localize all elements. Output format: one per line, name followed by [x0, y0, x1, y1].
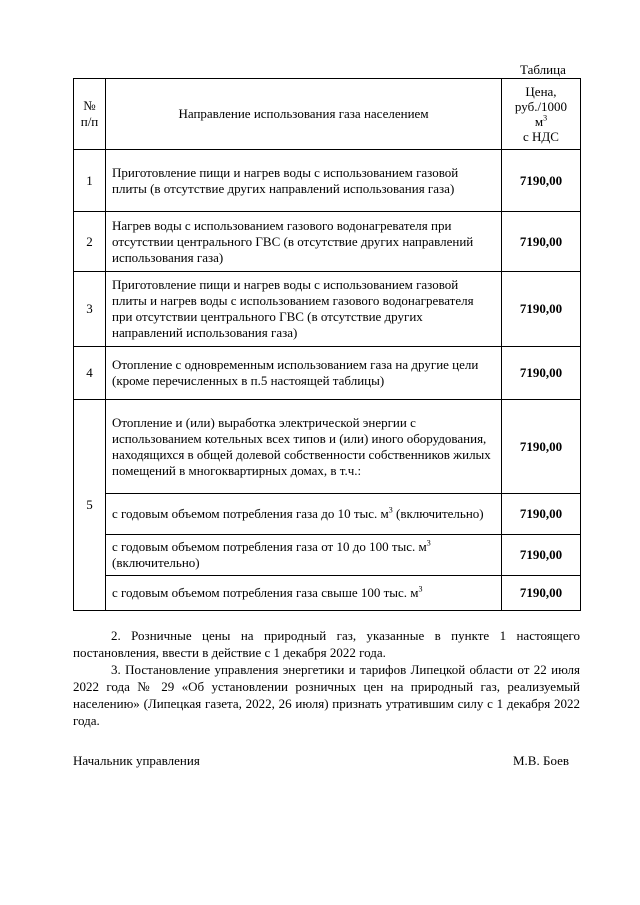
subrow-price: 7190,00 [502, 494, 581, 535]
subrow-desc [106, 494, 502, 535]
row-num: 1 [74, 150, 106, 212]
header-price-line2: руб./1000 [514, 99, 568, 114]
subrow-tail: (включительно) [112, 555, 200, 570]
row-num: 2 [74, 212, 106, 272]
row-num: 4 [74, 347, 106, 400]
subrow-text: с годовым объемом потребления газа свыше 100 тыс. м [112, 585, 419, 600]
table-subrow [74, 576, 581, 611]
subrow-desc [106, 535, 502, 576]
header-price-line1: Цена, [525, 84, 557, 99]
subrow-sup: 3 [388, 505, 393, 515]
row-desc: Отопление с одновременным использованием газа на другие цели (кроме перечисленных в п.5 настоящей таблицы) [106, 347, 502, 400]
row-desc: Нагрев воды с использованием газового водонагревателя при отсутствии центрального ГВС (в отсутствие других направлений использования газа) [106, 212, 502, 272]
row-price: 7190,00 [502, 212, 581, 272]
subrow-desc [106, 576, 502, 611]
row-desc: Приготовление пищи и нагрев воды с использованием газовой плиты (в отсутствие других направлений использования газа) [106, 150, 502, 212]
row-desc: Отопление и (или) выработка электрической энергии с использованием котельных всех типов и (или) иного оборудования, находящихся в общей долевой собственности собственников жилых помещений в многоквартирных домах, в т.ч.: [106, 400, 502, 494]
table-caption: Таблица [520, 62, 566, 77]
subrow-price: 7190,00 [502, 576, 581, 611]
header-price-line4: с НДС [523, 129, 559, 144]
header-num-line2: п/п [80, 114, 99, 129]
table-header-row [74, 79, 581, 150]
paragraph-3: 3. Постановление управления энергетики и тарифов Липецкой области от 22 июля 2022 года № 29 «Об установлении розничных цен на природный газ, реализуемый населению» (Липецкая газета, 2022, 26 июля) признать утратившим силу с 1 декабря 2022 года. [73, 662, 580, 728]
subrow-text: с годовым объемом потребления газа от 10 до 100 тыс. м [112, 539, 427, 554]
table-row [74, 272, 581, 347]
row-price: 7190,00 [502, 400, 581, 494]
paragraph-2: 2. Розничные цены на природный газ, указанные в пункте 1 настоящего постановления, ввести в действие с 1 декабря 2022 года. [73, 628, 580, 660]
header-num-line1: № [83, 98, 96, 113]
row-price: 7190,00 [502, 272, 581, 347]
table-row [74, 400, 581, 494]
header-price [502, 79, 581, 150]
table-row [74, 150, 581, 212]
signature-name: М.В. Боев [513, 753, 570, 768]
row-desc: Приготовление пищи и нагрев воды с использованием газовой плиты и нагрев воды с использованием газового водонагревателя при отсутствии центрального ГВС (в отсутствие других направлений использования газа) [106, 272, 502, 347]
subrow-sup: 3 [426, 538, 431, 548]
header-price-sup: 3 [543, 113, 548, 123]
subrow-text: с годовым объемом потребления газа до 10 тыс. м [112, 506, 389, 521]
row-price: 7190,00 [502, 347, 581, 400]
price-table [73, 78, 581, 611]
subrow-price: 7190,00 [502, 535, 581, 576]
header-num [74, 79, 106, 150]
header-desc: Направление использования газа населением [106, 79, 502, 150]
table-subrow [74, 494, 581, 535]
table-row [74, 347, 581, 400]
subrow-sup: 3 [418, 584, 423, 594]
row-price: 7190,00 [502, 150, 581, 212]
table-row [74, 212, 581, 272]
row-num: 3 [74, 272, 106, 347]
signature-position: Начальник управления [73, 753, 200, 768]
table-subrow [74, 535, 581, 576]
subrow-tail: (включительно) [392, 506, 484, 521]
row-num: 5 [74, 400, 106, 611]
header-price-unit: м [534, 114, 544, 129]
